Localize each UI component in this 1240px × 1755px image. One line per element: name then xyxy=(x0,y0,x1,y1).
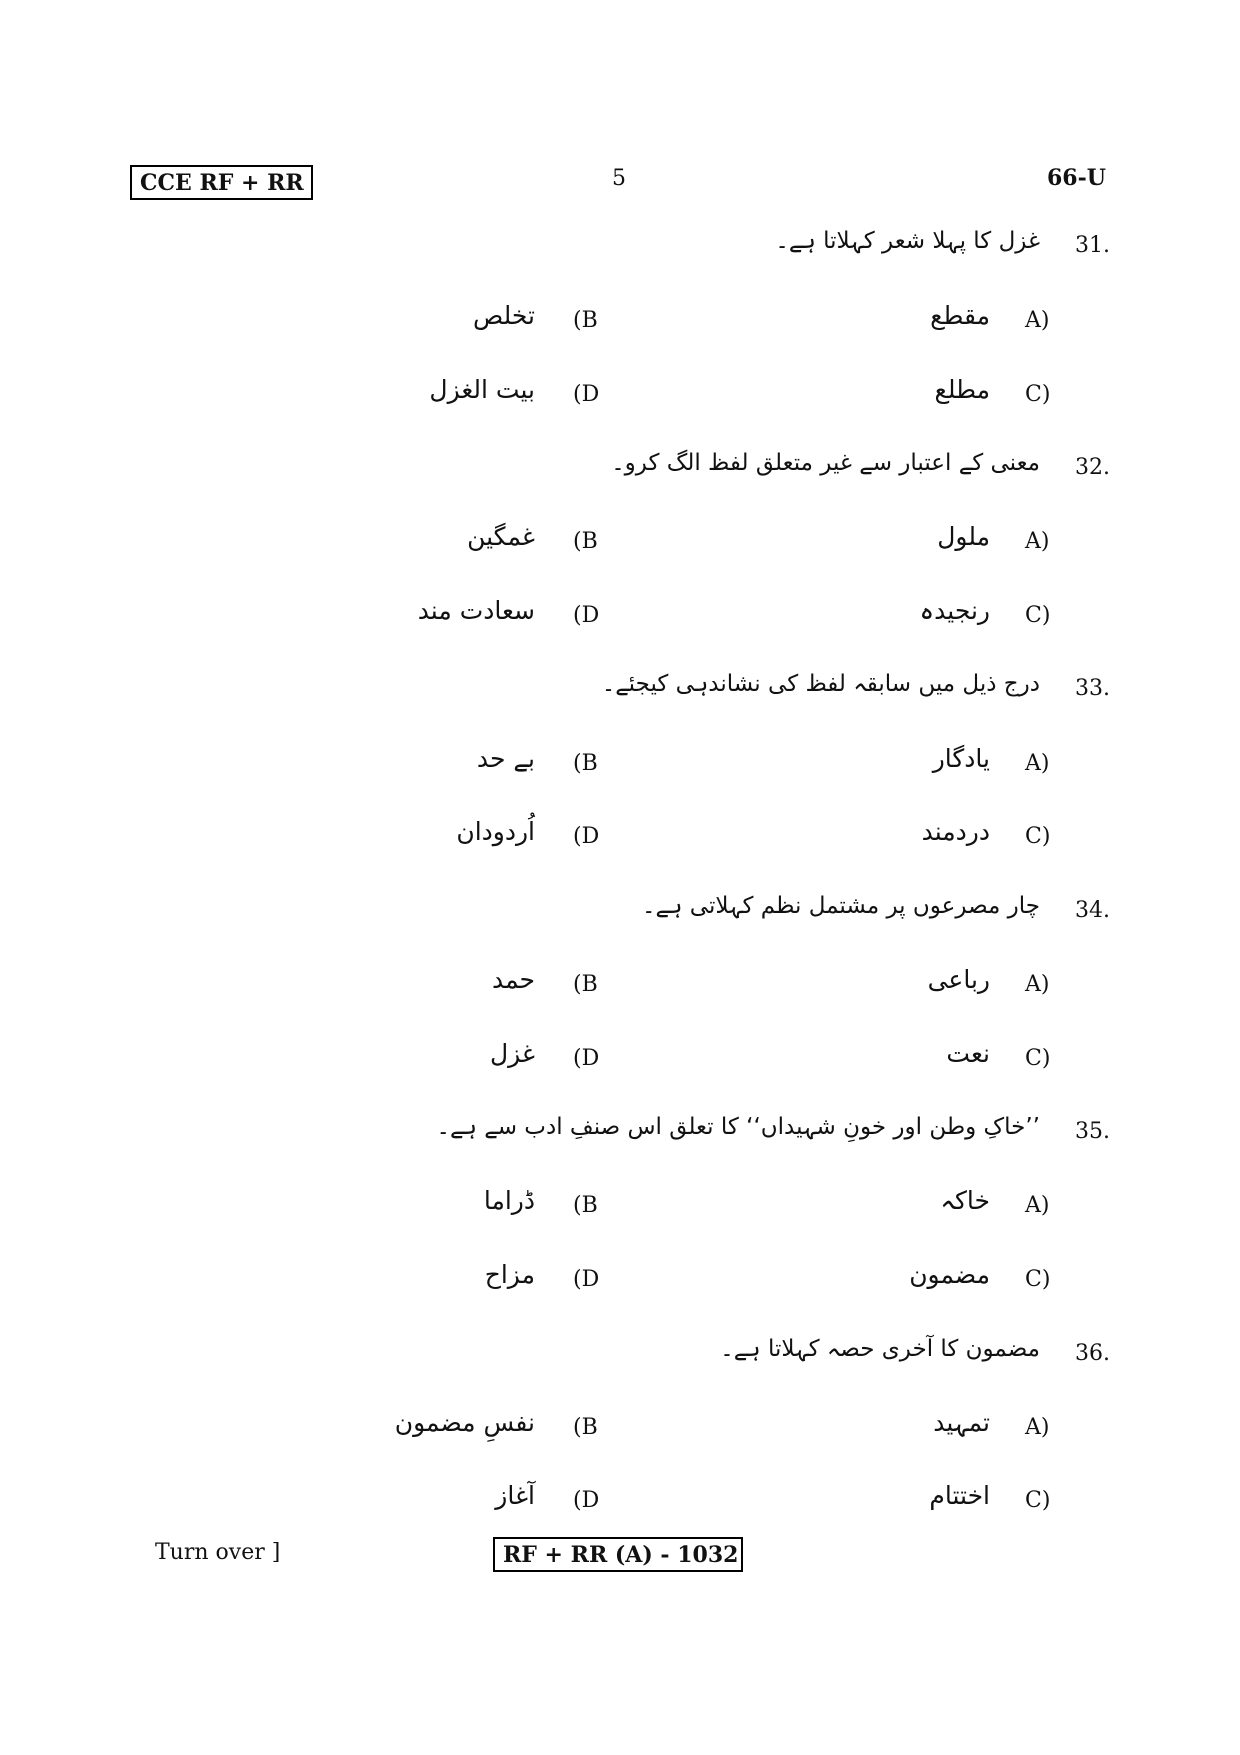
question-text: درج ذیل میں سابقہ لفظ کی نشاندہی کیجئے۔ xyxy=(601,671,1040,697)
option-a-label: A) xyxy=(1025,1193,1050,1218)
option-d-text: بیت الغزل xyxy=(429,375,535,404)
option-d-text: مزاح xyxy=(484,1260,535,1289)
option-c-label: C) xyxy=(1025,824,1051,849)
option-b-label: (B xyxy=(573,308,598,333)
turn-over-note: Turn over ] xyxy=(155,1540,281,1565)
option-a-text: مقطع xyxy=(930,301,990,330)
option-a-text: خاکہ xyxy=(940,1186,990,1215)
option-d-text: غزل xyxy=(489,1039,535,1068)
option-c-text: نعت xyxy=(946,1039,990,1068)
option-c-label: C) xyxy=(1025,1488,1051,1513)
option-a-label: A) xyxy=(1025,972,1050,997)
option-c-label: C) xyxy=(1025,603,1051,628)
option-c-text: مضمون xyxy=(909,1260,990,1289)
footer-code-box: RF + RR (A) - 1032 xyxy=(493,1537,743,1572)
option-a-text: ملول xyxy=(937,522,990,551)
option-c-label: C) xyxy=(1025,1267,1051,1292)
option-d-label: (D xyxy=(573,603,600,628)
question-number: 36. xyxy=(1075,1341,1110,1366)
option-d-label: (D xyxy=(573,1267,600,1292)
option-b-label: (B xyxy=(573,1415,598,1440)
question-number: 34. xyxy=(1075,898,1110,923)
option-c-text: مطلع xyxy=(934,375,990,404)
option-a-label: A) xyxy=(1025,308,1050,333)
option-a-label: A) xyxy=(1025,1415,1050,1440)
option-b-label: (B xyxy=(573,972,598,997)
question-number: 33. xyxy=(1075,676,1110,701)
option-c-text: اختتام xyxy=(929,1481,990,1510)
option-b-text: ڈراما xyxy=(483,1186,535,1215)
exam-code-box: CCE RF + RR xyxy=(130,165,313,200)
option-a-label: A) xyxy=(1025,529,1050,554)
option-c-label: C) xyxy=(1025,1046,1051,1071)
option-d-text: آغاز xyxy=(495,1481,535,1510)
option-a-text: رباعی xyxy=(927,965,990,994)
option-b-text: تخلص xyxy=(473,301,535,330)
option-a-label: A) xyxy=(1025,751,1050,776)
option-b-text: حمد xyxy=(491,965,535,994)
option-d-label: (D xyxy=(573,824,600,849)
option-d-label: (D xyxy=(573,1046,600,1071)
question-text: معنی کے اعتبار سے غیر متعلق لفظ الگ کرو۔ xyxy=(611,450,1040,476)
option-b-text: نفسِ مضمون xyxy=(394,1408,535,1437)
option-a-text: تمہید xyxy=(933,1408,990,1437)
paper-code: 66-U xyxy=(1047,165,1106,191)
option-c-label: C) xyxy=(1025,382,1051,407)
page-number: 5 xyxy=(612,166,626,191)
option-b-label: (B xyxy=(573,1193,598,1218)
option-d-label: (D xyxy=(573,1488,600,1513)
option-c-text: دردمند xyxy=(921,817,990,846)
option-a-text: یادگار xyxy=(932,744,990,773)
option-b-label: (B xyxy=(573,529,598,554)
option-b-text: غمگین xyxy=(467,522,535,551)
option-d-text: اُردودان xyxy=(456,817,535,846)
question-text: مضمون کا آخری حصہ کہلاتا ہے۔ xyxy=(720,1336,1040,1362)
option-b-text: بے حد xyxy=(476,744,535,773)
question-number: 32. xyxy=(1075,455,1110,480)
option-b-label: (B xyxy=(573,751,598,776)
option-d-text: سعادت مند xyxy=(417,596,535,625)
question-text: ’’خاکِ وطن اور خونِ شہیداں‘‘ کا تعلق اس صنفِ ادب سے ہے۔ xyxy=(436,1114,1040,1140)
option-c-text: رنجیدہ xyxy=(919,596,990,625)
question-number: 31. xyxy=(1075,233,1110,258)
question-text: چار مصرعوں پر مشتمل نظم کہلاتی ہے۔ xyxy=(642,893,1040,919)
question-number: 35. xyxy=(1075,1119,1110,1144)
question-text: غزل کا پہلا شعر کہلاتا ہے۔ xyxy=(775,228,1040,254)
option-d-label: (D xyxy=(573,382,600,407)
